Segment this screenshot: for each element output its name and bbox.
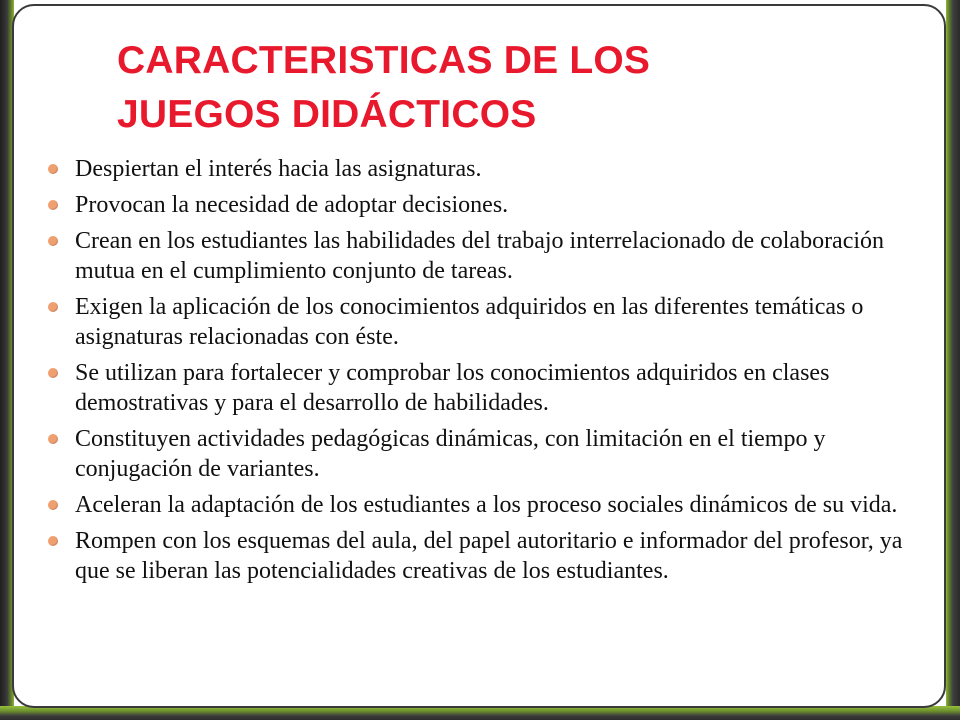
bullet-item [46, 490, 926, 520]
bullet-dot-icon [48, 536, 58, 546]
bullet-text: Crean en los estudiantes las habilidades del trabajo interrelacionado de colaboración mutua en el cumplimiento conjunto de tareas. [75, 228, 885, 284]
bullet-text: Se utilizan para fortalecer y comprobar los conocimientos adquiridos en clases demostrativas y para el desarrollo de habilidades. [75, 360, 830, 416]
bullet-dot-icon [48, 434, 58, 444]
slide-card [12, 4, 946, 708]
bullet-item [46, 190, 926, 220]
bullet-text: Provocan la necesidad de adoptar decisiones. [75, 192, 509, 218]
background-right-edge [946, 0, 960, 720]
bullet-item [46, 424, 926, 484]
bullet-dot-icon [48, 368, 58, 378]
bullet-item [46, 526, 926, 586]
slide-title [117, 34, 837, 142]
bullet-dot-icon [48, 164, 58, 174]
bullet-item [46, 154, 926, 184]
bullet-dot-icon [48, 236, 58, 246]
bullet-text: Rompen con los esquemas del aula, del papel autoritario e informador del profesor, ya que se liberan las potencialidades creativas de los estudiantes. [75, 528, 903, 584]
bullet-list [46, 154, 926, 592]
background-bottom-edge [0, 706, 960, 720]
bullet-item [46, 358, 926, 418]
bullet-dot-icon [48, 200, 58, 210]
slide-title-line-2: JUEGOS DIDÁCTICOS [117, 93, 537, 136]
bullet-text: Constituyen actividades pedagógicas dinámicas, con limitación en el tiempo y conjugación de variantes. [75, 426, 826, 482]
bullet-text: Exigen la aplicación de los conocimientos adquiridos en las diferentes temáticas o asignaturas relacionadas con éste. [75, 294, 864, 350]
bullet-item [46, 226, 926, 286]
bullet-text: Aceleran la adaptación de los estudiantes a los proceso sociales dinámicos de su vida. [75, 492, 898, 518]
bullet-dot-icon [48, 500, 58, 510]
bullet-text: Despiertan el interés hacia las asignaturas. [75, 156, 482, 182]
slide-title-line-1: CARACTERISTICAS DE LOS [117, 39, 651, 82]
bullet-dot-icon [48, 302, 58, 312]
bullet-item [46, 292, 926, 352]
